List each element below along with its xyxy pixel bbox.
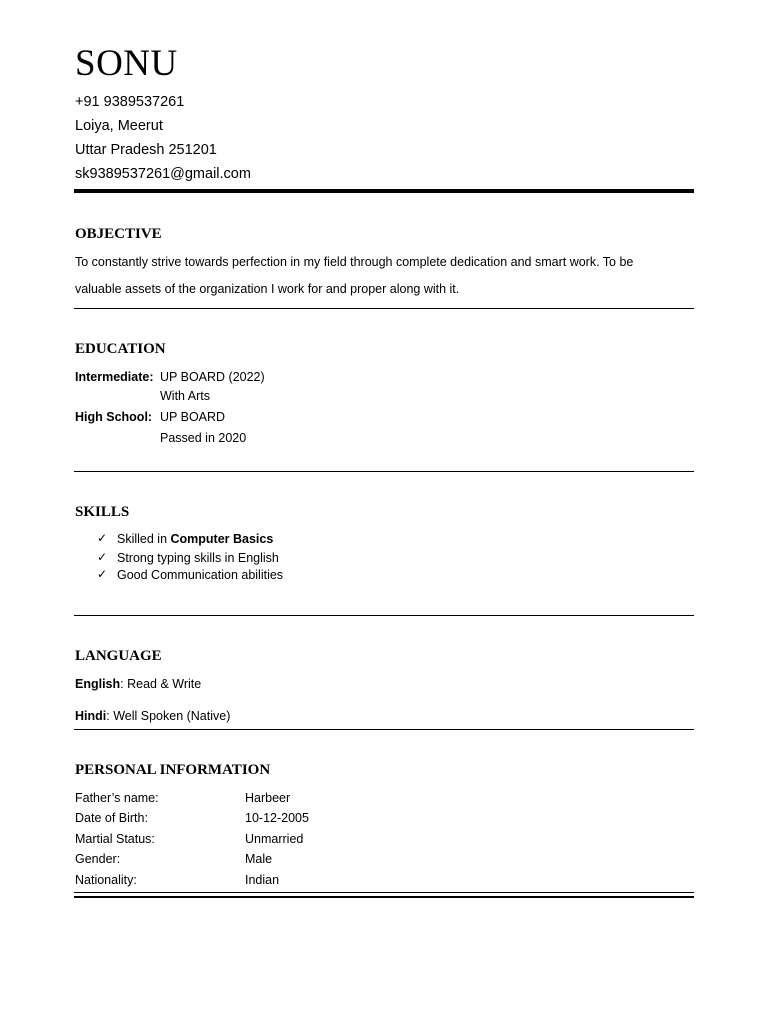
personal-label-marital: Martial Status: bbox=[75, 832, 155, 846]
check-icon: ✓ bbox=[97, 567, 108, 581]
language-hindi-label: Hindi bbox=[75, 709, 107, 723]
language-english-label: English bbox=[75, 677, 121, 691]
skill-item-3: Good Communication abilities bbox=[117, 568, 284, 582]
check-icon: ✓ bbox=[97, 550, 108, 564]
objective-line-1: To constantly strive towards perfection in my field through complete dedication and smart work. To be bbox=[75, 255, 634, 269]
skill-item-1-prefix: Skilled in bbox=[117, 532, 171, 546]
personal-value-dob: 10-12-2005 bbox=[245, 811, 309, 825]
skill-item-1 bbox=[117, 530, 273, 548]
intermediate-board: UP BOARD (2022) bbox=[160, 370, 265, 384]
language-heading: LANGUAGE bbox=[75, 648, 162, 664]
education-divider bbox=[74, 471, 694, 472]
phone-number: +91 9389537261 bbox=[75, 94, 185, 110]
language-hindi bbox=[75, 707, 230, 725]
intermediate-label: Intermediate: bbox=[75, 370, 154, 384]
language-english-level: : Read & Write bbox=[120, 677, 202, 691]
language-english bbox=[75, 675, 201, 693]
skill-item-1-bold: Computer Basics bbox=[170, 532, 274, 546]
highschool-year: Passed in 2020 bbox=[160, 431, 247, 445]
highschool-board: UP BOARD bbox=[160, 410, 226, 424]
language-divider bbox=[74, 729, 694, 730]
footer-divider-top bbox=[74, 892, 694, 893]
personal-label-nationality: Nationality: bbox=[75, 873, 137, 887]
personal-label-dob: Date of Birth: bbox=[75, 811, 148, 825]
personal-value-gender: Male bbox=[245, 852, 273, 866]
address-line-1: Loiya, Meerut bbox=[75, 118, 163, 134]
header-divider bbox=[74, 189, 694, 193]
personal-info-heading: PERSONAL INFORMATION bbox=[75, 762, 271, 778]
personal-value-nationality: Indian bbox=[245, 873, 280, 887]
candidate-name: SONU bbox=[75, 43, 178, 84]
language-hindi-level: : Well Spoken (Native) bbox=[106, 709, 231, 723]
education-heading: EDUCATION bbox=[75, 341, 166, 357]
objective-divider bbox=[74, 308, 694, 309]
skills-heading: SKILLS bbox=[75, 504, 130, 520]
skills-divider bbox=[74, 615, 694, 616]
highschool-label: High School: bbox=[75, 410, 153, 424]
skill-item-2: Strong typing skills in English bbox=[117, 551, 279, 565]
objective-heading: OBJECTIVE bbox=[75, 226, 162, 242]
intermediate-stream: With Arts bbox=[160, 389, 211, 403]
footer-divider-bottom bbox=[74, 896, 694, 898]
personal-value-marital: Unmarried bbox=[245, 832, 304, 846]
personal-value-father: Harbeer bbox=[245, 791, 291, 805]
personal-label-gender: Gender: bbox=[75, 852, 121, 866]
address-line-2: Uttar Pradesh 251201 bbox=[75, 142, 217, 158]
objective-line-2: valuable assets of the organization I work for and proper along with it. bbox=[75, 282, 460, 296]
email-address: sk9389537261@gmail.com bbox=[75, 166, 251, 182]
check-icon: ✓ bbox=[97, 531, 108, 545]
personal-label-father: Father’s name: bbox=[75, 791, 159, 805]
